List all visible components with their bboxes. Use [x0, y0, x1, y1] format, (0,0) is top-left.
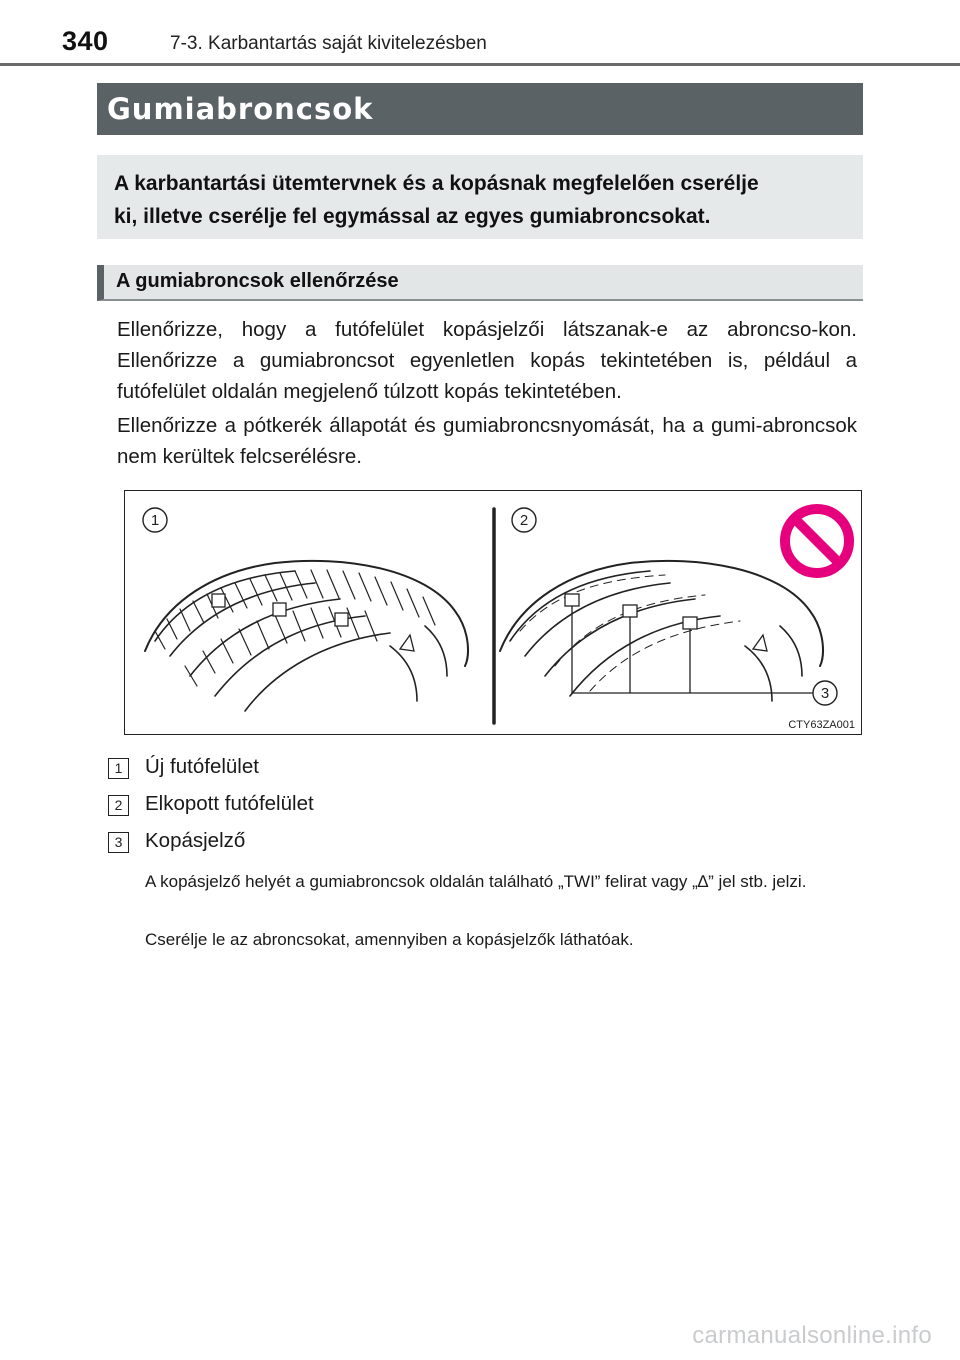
paragraph-1: Ellenőrizze, hogy a futófelület kopásjelzői látszanak-e az abroncso-kon. Ellenőrizze a gumiabroncsot egyenletlen kopás tekintetében is, például a futófelület oldalán megjelenő túlzott kopás tekintetében.	[117, 318, 857, 403]
legend-badge-1: 1	[108, 758, 129, 779]
intro-box	[97, 155, 863, 239]
intro-line-1: A karbantartási ütemtervnek és a kopásnak megfelelően cserélje	[114, 172, 759, 195]
header-rule	[0, 63, 960, 66]
callout-3-label: 3	[820, 685, 830, 702]
page-header	[0, 0, 960, 70]
legend-label-3: Kopásjelző	[145, 829, 246, 852]
callout-2	[512, 508, 536, 532]
note-2: Cserélje le az abroncsokat, amennyiben a kopásjelzők láthatóak.	[145, 930, 634, 949]
figure-code: CTY63ZA001	[788, 719, 855, 731]
legend-badge-2: 2	[108, 795, 129, 816]
callout-2-label: 2	[519, 512, 529, 529]
watermark: carmanualsonline.info	[692, 1322, 932, 1349]
subheading: A gumiabroncsok ellenőrzése	[97, 265, 863, 301]
section-title: Gumiabroncsok	[97, 83, 863, 135]
worn-tread-tire-icon	[500, 561, 823, 701]
legend-label-1: Új futófelület	[145, 755, 259, 778]
page-number: 340	[62, 26, 109, 56]
new-tread-tire-icon	[145, 561, 468, 711]
intro-line-2: ki, illetve cserélje fel egymással az egyes gumiabroncsokat.	[114, 205, 711, 228]
chapter-title: 7-3. Karbantartás saját kivitelezésben	[170, 33, 487, 54]
note-1: A kopásjelző helyét a gumiabroncsok oldalán található „TWI” felirat vagy „∆” jel stb. jelzi.	[145, 872, 807, 891]
callout-1	[143, 508, 167, 532]
paragraph-2: Ellenőrizze a pótkerék állapotát és gumiabroncsnyomását, ha a gumi-abroncsok nem kerültek felcserélésre.	[117, 414, 857, 468]
legend-badge-3: 3	[108, 832, 129, 853]
legend-label-2: Elkopott futófelület	[145, 792, 314, 815]
callout-3	[813, 681, 837, 705]
callout-1-label: 1	[150, 512, 160, 529]
tire-tread-figure	[124, 490, 862, 735]
no-entry-icon	[785, 509, 849, 573]
tire-illustration	[125, 491, 863, 736]
